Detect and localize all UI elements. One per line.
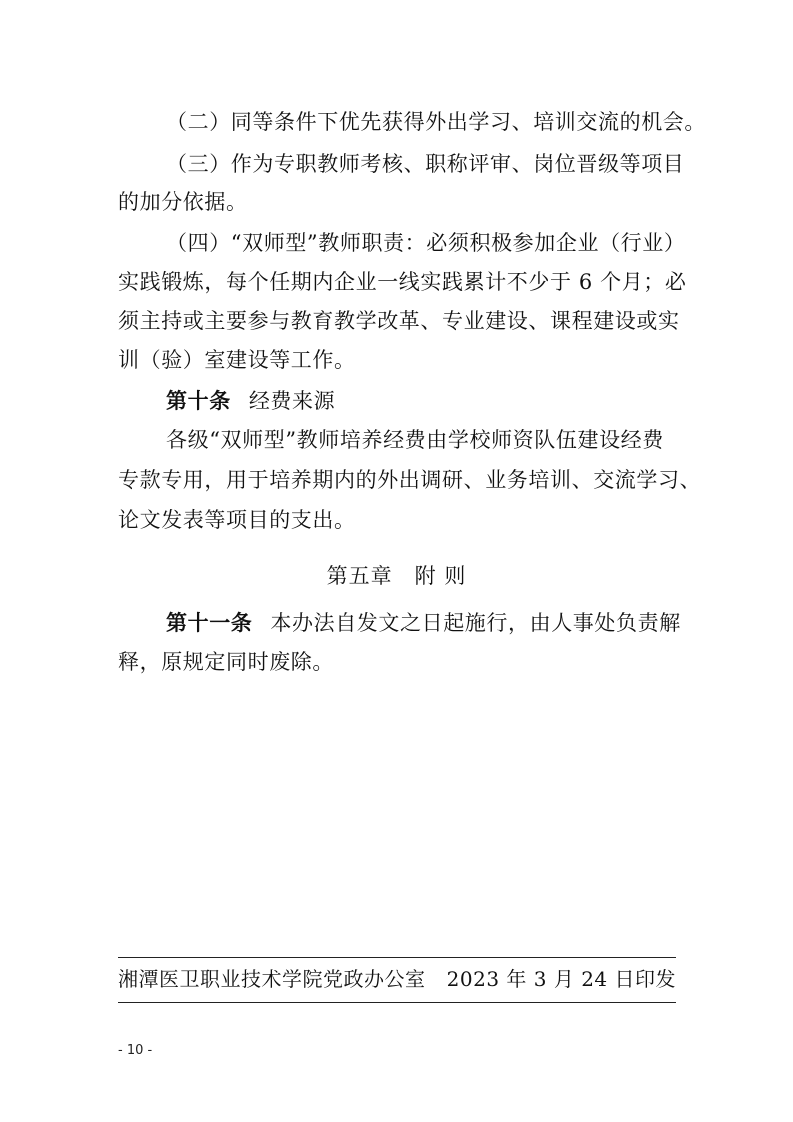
footer-top-rule [118, 957, 676, 958]
article-11-number: 第十一条 [166, 611, 253, 635]
chapter-5-heading [0, 560, 793, 590]
paragraph-4-line: 训（验）室建设等工作。 [118, 348, 356, 372]
paragraph-3-line: 的加分依据。 [118, 190, 248, 214]
footer-issuer: 湘潭医卫职业技术学院党政办公室 [118, 967, 426, 991]
article-10-heading-line [166, 387, 680, 415]
article-10-body-line: 各级“双师型”教师培养经费由学校师资队伍建设经费 [166, 428, 664, 452]
paragraph-3-line: （三）作为专职教师考核、职称评审、岗位晋级等项目 [166, 152, 685, 176]
footer-date: 2023 年 3 月 24 日印发 [446, 967, 676, 991]
paragraph-4-line: （四）“双师型”教师职责：必须积极参加企业（行业） [166, 231, 686, 255]
paragraph-4-line: 实践锻炼，每个任期内企业一线实践累计不少于 6 个月；必 [118, 270, 687, 294]
chapter-5-title: 附 则 [414, 564, 467, 588]
chapter-5-label: 第五章 [326, 564, 393, 588]
paragraph-2-line: （二）同等条件下优先获得外出学习、培训交流的机会。 [166, 110, 706, 134]
footer-bottom-rule [118, 1002, 676, 1003]
paragraph-4-line: 须主持或主要参与教育教学改革、专业建设、课程建设或实 [118, 309, 680, 333]
article-11-line [166, 609, 680, 637]
article-10-body-line: 专款专用，用于培养期内的外出调研、业务培训、交流学习、 [118, 468, 702, 492]
article-11-line: 释，原规定同时废除。 [118, 650, 334, 674]
article-10-number: 第十条 [166, 389, 231, 413]
article-10-body-line: 论文发表等项目的支出。 [118, 508, 356, 532]
article-11-text: 本办法自发文之日起施行，由人事处负责解 [270, 611, 681, 635]
page-number: - 10 - [118, 1043, 153, 1058]
article-10-title: 经费来源 [248, 389, 336, 413]
